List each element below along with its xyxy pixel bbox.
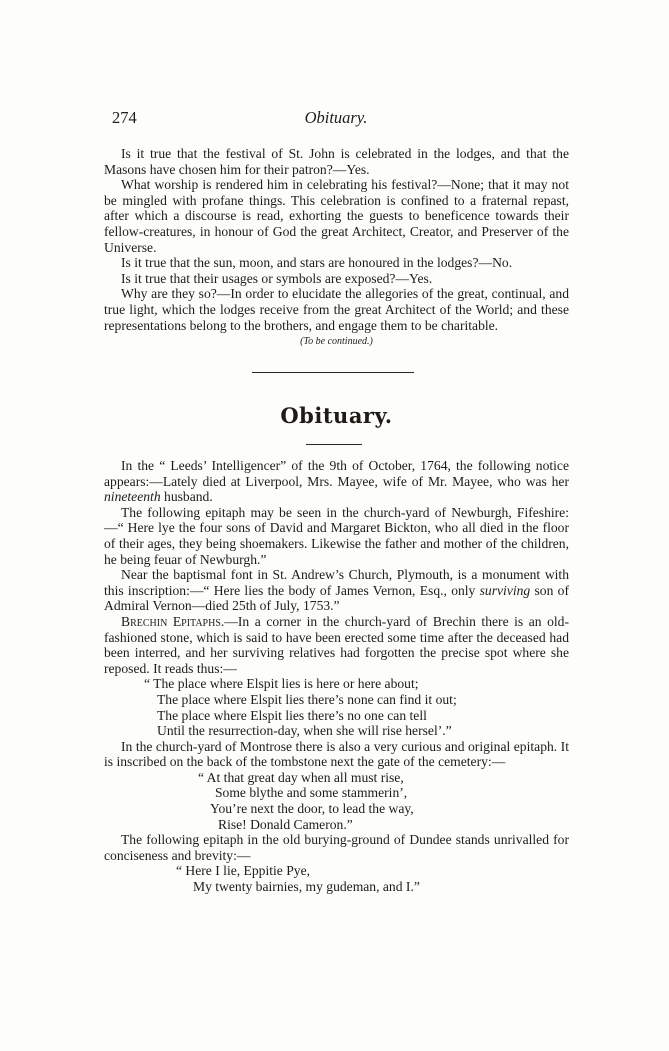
paragraph: Is it true that the festival of St. John is celebrated in the lodges, and that the Masons have chosen him for their patron?—Yes.: [104, 146, 569, 177]
running-title: Obituary.: [304, 108, 368, 127]
verse-line: “ The place where Elspit lies is here or here about;: [144, 676, 419, 692]
verse-line: The place where Elspit lies there’s none can find it out;: [157, 691, 457, 707]
paragraph: [104, 614, 569, 676]
paragraph: The following epitaph in the old burying-ground of Dundee stands unrivalled for conciseness and brevity:—: [104, 832, 569, 863]
verse-line: You’re next the door, to lead the way,: [210, 801, 414, 817]
text-run: husband.: [160, 489, 213, 505]
text-run: son of Admiral Vernon—died 25th of July, 1753.”: [104, 582, 569, 614]
verse-line: The place where Elspit lies there’s no one can tell: [157, 707, 427, 723]
paragraph: What worship is rendered him in celebrating his festival?—None; that it may not be mingled with profane things. This celebration is confined to a fraternal repast, after which a discourse is read, exhorting the guests to beneficence towards their fellow-creatures, in honour of God the great Architect, Creator, and Preserver of the Universe.: [104, 177, 569, 255]
verse-line: My twenty bairnies, my gudeman, and I.”: [193, 879, 420, 895]
text-run: Near the baptismal font in St. Andrew’s Church, Plymouth, is a monument with this inscription:—“ Here lies the body of James Vernon, Esq., only: [104, 567, 569, 598]
paragraph: The following epitaph may be seen in the church-yard of Newburgh, Fifeshire:—“ Here lye the four sons of David and Margaret Bickton, who all died in the floor of their ages, they being shoemakers. Likewise the father and mother of the children, he being feuar of Newburgh.”: [104, 504, 569, 567]
elspit-epitaph: [104, 676, 569, 738]
verse-line: Some blythe and some stammerin’,: [215, 785, 408, 801]
text-run: —In a corner in the church-yard of Brechin there is an old-fashioned stone, which is said to have been erected some time after the deceased had been interred, and her surviving relatives had forgotten the precise spot where she reposed. It reads thus:—: [104, 613, 569, 676]
italic-text: nineteenth: [104, 489, 161, 505]
page-number: 274: [112, 108, 137, 127]
freemasonry-catechism: [104, 146, 569, 349]
paragraph: [104, 458, 569, 505]
section-title: Obituary.: [280, 403, 393, 428]
page-header: [112, 108, 560, 130]
text-run: In the “ Leeds’ Intelligencer” of the 9th of October, 1764, the following notice appears:—Lately died at Liverpool, Mrs. Mayee, wife of Mr. Mayee, who was her: [104, 458, 569, 489]
italic-text: surviving: [479, 582, 531, 598]
verse-line: “ At that great day when all must rise,: [198, 769, 404, 785]
dundee-epitaph: [104, 863, 569, 894]
paragraph: Is it true that their usages or symbols are exposed?—Yes.: [121, 270, 433, 286]
paragraph: Is it true that the sun, moon, and stars are honoured in the lodges?—No.: [121, 255, 513, 271]
verse-line: Rise! Donald Cameron.”: [218, 816, 353, 832]
verse-line: “ Here I lie, Eppitie Pye,: [176, 863, 310, 879]
montrose-epitaph: [104, 770, 569, 832]
obituary-section: [104, 458, 569, 895]
paragraph: Why are they so?—In order to elucidate the allegories of the great, continual, and true light, which the lodges receive from the great Architect of the World; and these representations belong to the brothers, and engage them to be charitable.: [104, 286, 569, 333]
title-rule: [306, 444, 362, 445]
paragraph-heading: Brechin Epitaphs.: [121, 613, 225, 629]
paragraph: [104, 567, 569, 614]
paragraph: In the church-yard of Montrose there is also a very curious and original epitaph. It is inscribed on the back of the tombstone next the gate of the cemetery:—: [104, 738, 569, 770]
to-be-continued: (To be continued.): [300, 336, 373, 348]
verse-line: Until the resurrection-day, when she will rise hersel’.”: [157, 723, 452, 739]
section-divider: [252, 372, 414, 373]
